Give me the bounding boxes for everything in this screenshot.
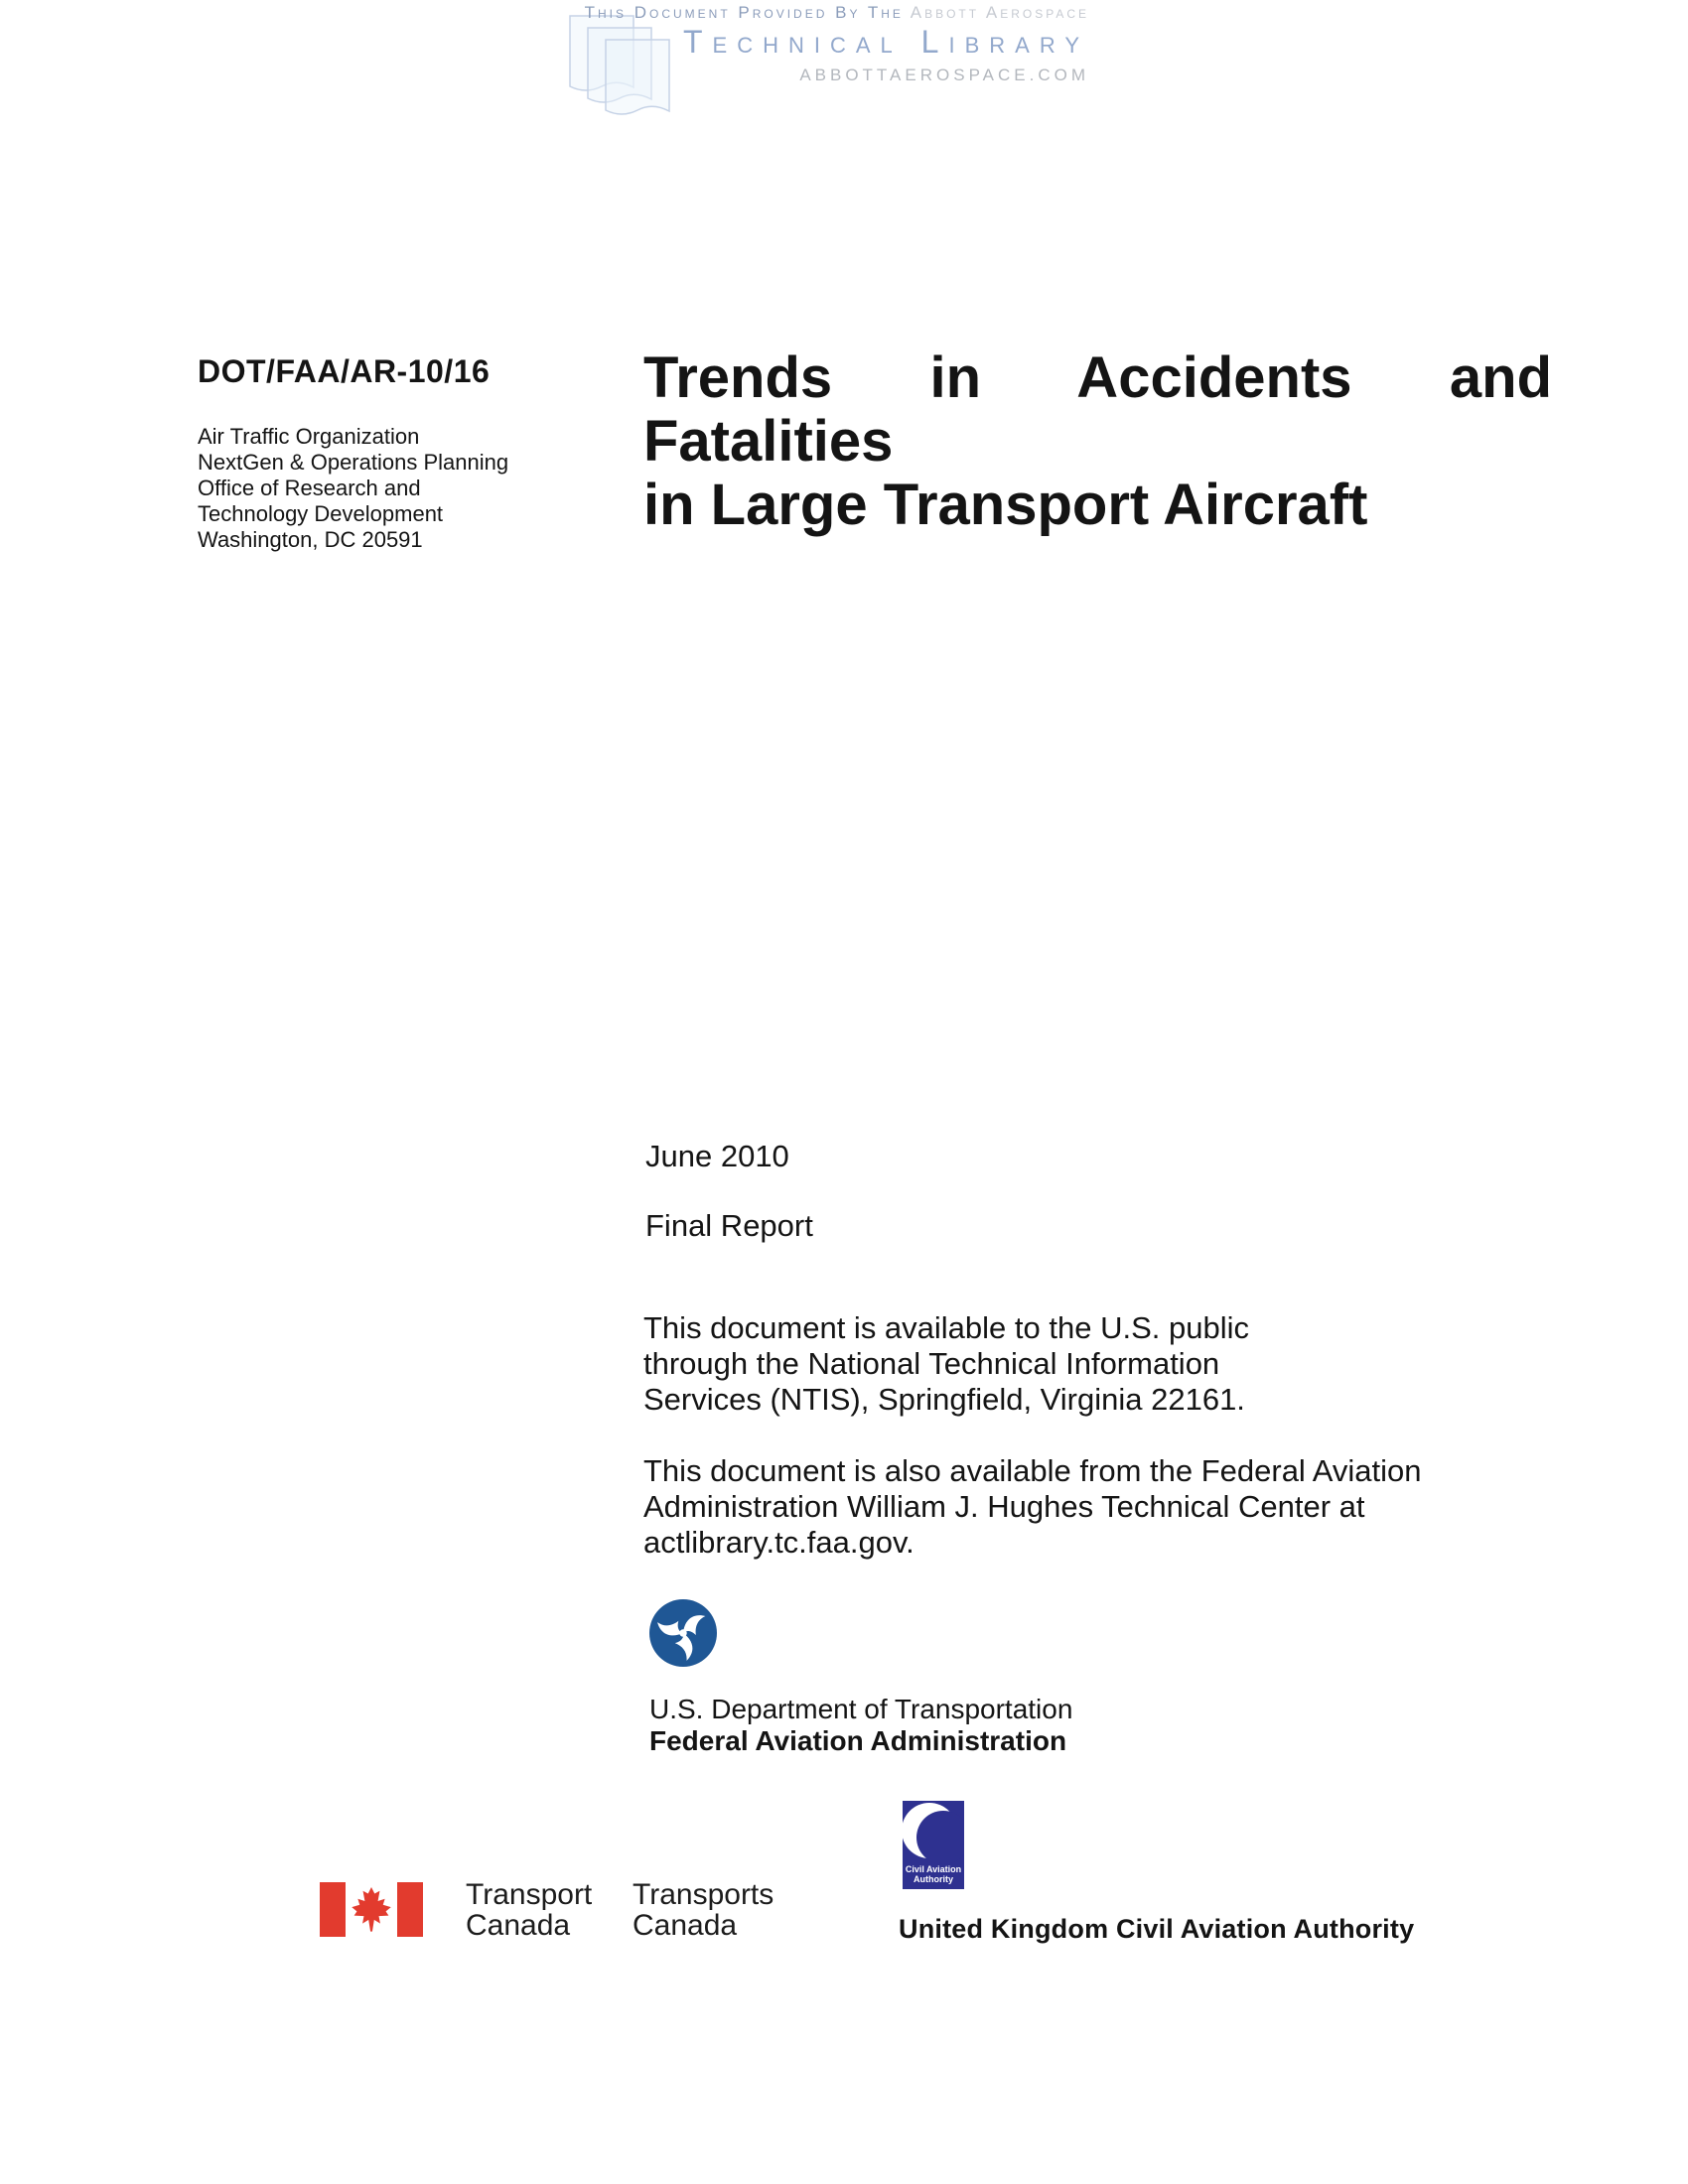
header-brand-text: Abbott Aerospace (910, 3, 1089, 22)
header-site-url: ABBOTTAEROSPACE.COM (799, 66, 1089, 84)
abbott-header (585, 2, 1089, 85)
caa-logo-line: Civil Aviation (905, 1864, 962, 1874)
availability-ntis-paragraph (643, 1310, 1249, 1418)
dot-triskelion-logo-icon (649, 1599, 717, 1667)
org-line: NextGen & Operations Planning (198, 450, 509, 475)
org-line: Office of Research and (198, 476, 421, 500)
report-title (643, 346, 1552, 537)
caa-logo (903, 1801, 964, 1889)
dot-department: U.S. Department of Transportation (649, 1694, 1073, 1724)
report-title-line2: in Large Transport Aircraft (643, 473, 1368, 537)
report-type: Final Report (645, 1208, 813, 1243)
canada-flag-icon (320, 1882, 423, 1937)
wordmark-line: Canada (466, 1909, 571, 1942)
header-library-title: Technical Library (683, 24, 1089, 60)
paragraph-line: This document is available to the U.S. public (643, 1310, 1249, 1345)
caa-crescent-icon (903, 1801, 964, 1868)
caa-logo-text (903, 1864, 964, 1889)
org-line: Air Traffic Organization (198, 424, 420, 449)
header-provided-line (585, 2, 1089, 24)
availability-faa-paragraph (643, 1453, 1421, 1561)
dot-name-block (649, 1694, 1072, 1757)
paragraph-line: This document is also available from the Federal Aviation (643, 1453, 1422, 1488)
wordmark-line: Transports (633, 1878, 774, 1911)
report-number: DOT/FAA/AR-10/16 (198, 353, 491, 389)
uk-caa-name: United Kingdom Civil Aviation Authority (899, 1914, 1415, 1944)
paragraph-line: Services (NTIS), Springfield, Virginia 22161. (643, 1382, 1245, 1417)
paragraph-line: through the National Technical Information (643, 1346, 1220, 1381)
paragraph-line: Administration William J. Hughes Technical Center at (643, 1489, 1365, 1524)
report-title-line1: Trends in Accidents and Fatalities (643, 345, 1552, 474)
wordmark-line: Canada (633, 1909, 738, 1942)
flag-red-bar (397, 1882, 423, 1937)
caa-logo-line: Authority (914, 1874, 953, 1884)
maple-leaf-icon (346, 1886, 397, 1933)
dot-agency: Federal Aviation Administration (649, 1725, 1067, 1756)
paragraph-line: actlibrary.tc.faa.gov. (643, 1525, 914, 1560)
flag-red-bar (320, 1882, 346, 1937)
transport-canada-wordmark-fr (633, 1879, 774, 1941)
report-date: June 2010 (645, 1139, 789, 1173)
org-line: Technology Development (198, 501, 444, 526)
header-provided-text: This Document Provided By The (584, 3, 904, 22)
issuing-organization-block (198, 424, 508, 553)
org-line: Washington, DC 20591 (198, 527, 423, 552)
wordmark-line: Transport (466, 1878, 593, 1911)
transport-canada-wordmark-en (466, 1879, 592, 1941)
